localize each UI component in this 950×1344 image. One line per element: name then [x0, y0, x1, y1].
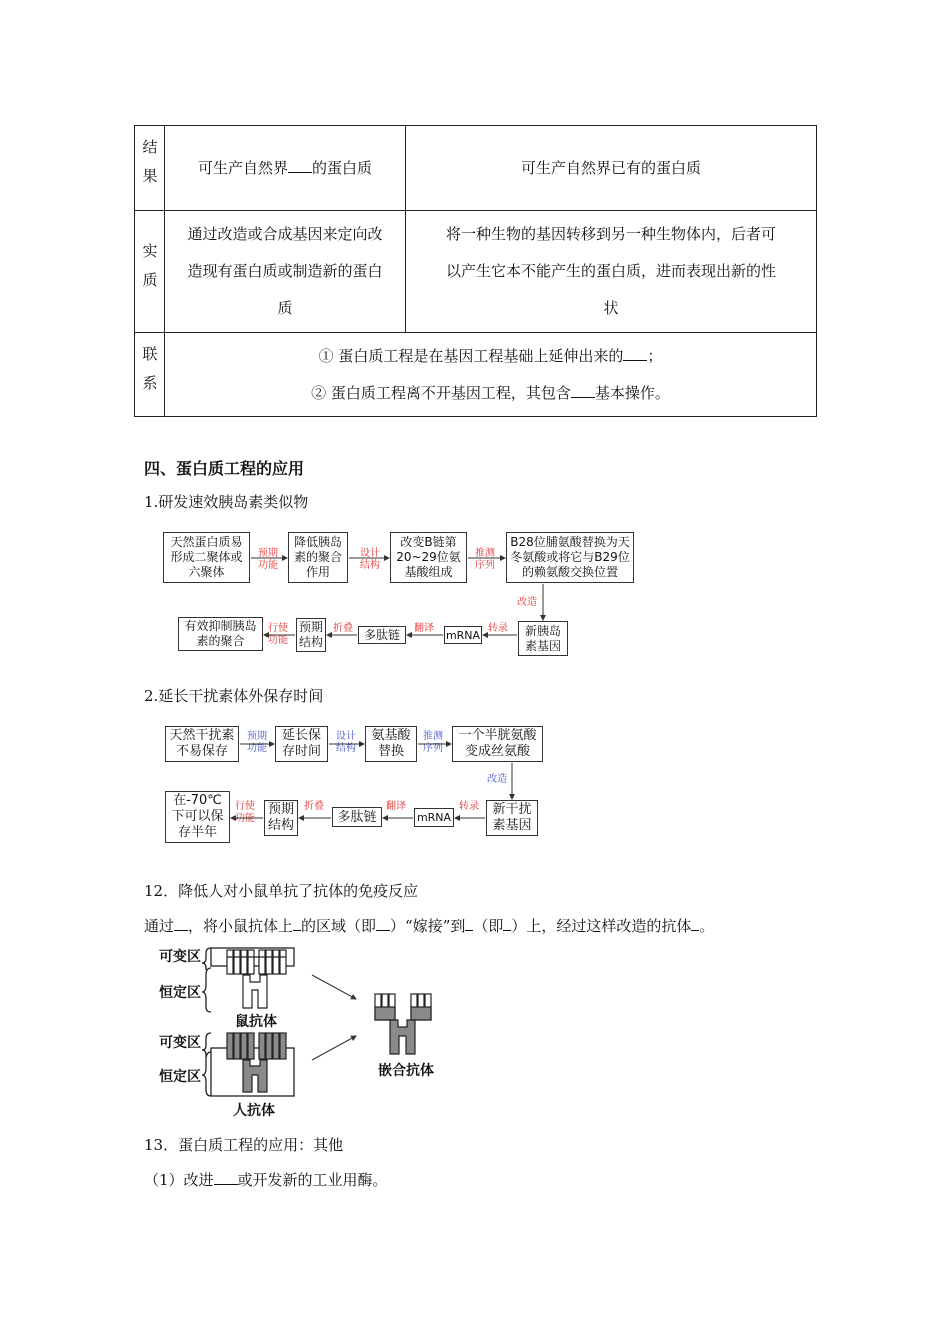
row-header-relation: 联系 [135, 333, 165, 417]
label-chimeric-antibody: 嵌合抗体 [378, 1063, 434, 1079]
flow2-label-act: 行使 功能 [235, 801, 255, 824]
item-2-title: 2.延长干扰素体外保存时间 [144, 687, 324, 705]
flow2-box-natural-interferon: 天然干扰素 不易保存 [165, 726, 239, 762]
section-title: 四、蛋白质工程的应用 [144, 459, 305, 478]
fill-blank[interactable] [571, 383, 595, 398]
flow2-box-extend-storage: 延长保 存时间 [275, 726, 328, 762]
table-row-result [135, 126, 817, 211]
human-constant-frame [211, 1048, 294, 1096]
fill-blank[interactable] [376, 916, 390, 931]
result-genetic-engineering: 可生产自然界已有的蛋白质 [406, 126, 817, 211]
flow1-box-change-b-chain: 改变B链第 20~29位氨 基酸组成 [390, 532, 467, 583]
label-mouse-antibody: 鼠抗体 [235, 1014, 277, 1030]
flow2-box-store-half-year: 在-70℃ 下可以保 存半年 [165, 791, 230, 843]
essence-genetic-engineering: 将一种生物的基因转移到另一种生物体内，后者可 以产生它本不能产生的蛋白质，进而表现出新的性 状 [406, 211, 817, 333]
arrow [312, 1036, 356, 1060]
flow1-box-inhibit-aggregation: 有效抑制胰岛 素的聚合 [178, 617, 263, 651]
flow2-box-polypeptide: 多肽链 [332, 807, 382, 827]
flow1-box-polypeptide: 多肽链 [358, 626, 406, 644]
comparison-table [134, 125, 817, 417]
human-antibody [227, 1033, 286, 1092]
flow2-label-modify: 改造 [487, 774, 507, 785]
brace [202, 1033, 211, 1057]
brace [202, 948, 211, 970]
flow2-label-predict: 预期 功能 [247, 731, 267, 754]
flow2-box-new-gene: 新干扰 素基因 [486, 800, 538, 836]
brace [202, 968, 211, 1012]
flow1-label-predict: 预期 功能 [258, 548, 278, 571]
flow1-box-b28-replace: B28位脯氨酸替换为天 冬氨酸或将它与B29位 的赖氨酸交换位置 [506, 532, 634, 583]
mouse-antibody [227, 950, 286, 1008]
label-constant-region: 恒定区 [159, 985, 201, 1001]
row-header-result: 结果 [135, 126, 165, 211]
flow1-box-reduce-aggregation: 降低胰岛 素的聚合 作用 [288, 532, 348, 583]
fill-blank[interactable] [293, 916, 301, 931]
item-12-question: 通过 ，将小鼠抗体上 的区域（即 ）“嫁接”到 （即 ）上，经过这样改造的抗体 。 [144, 917, 715, 935]
flow1-box-mrna: mRNA [444, 626, 482, 644]
flow2-label-infer: 推测 序列 [423, 731, 443, 754]
flow1-label-infer: 推测 序列 [475, 548, 495, 571]
fill-blank[interactable] [623, 346, 647, 361]
flow2-label-design: 设计 结构 [336, 731, 356, 754]
flow1-box-new-gene: 新胰岛 素基因 [518, 621, 568, 656]
label-human-antibody: 人抗体 [233, 1103, 275, 1119]
chimeric-antibody [375, 994, 431, 1054]
relation-cell: ① 蛋白质工程是在基因工程基础上延伸出来的 ； ② 蛋白质工程离不开基因工程，其包含 基本操作。 [165, 333, 817, 417]
flow1-label-fold: 折叠 [333, 623, 353, 634]
flow1-label-modify: 改造 [517, 597, 537, 608]
table-row-relation [135, 333, 817, 417]
label-variable-region: 可变区 [159, 949, 201, 965]
flow2-label-transcribe: 转录 [459, 801, 479, 812]
fill-blank[interactable] [288, 158, 312, 173]
flow1-box-natural-protein: 天然蛋白质易 形成二聚体或 六聚体 [163, 532, 250, 583]
item-12-title: 12．降低人对小鼠单抗了抗体的免疫反应 [144, 882, 419, 900]
essence-protein-engineering: 通过改造或合成基因来定向改 造现有蛋白质或制造新的蛋白 质 [165, 211, 406, 333]
arrow [312, 975, 356, 999]
item-13-1: （1）改进 或开发新的工业用酶。 [144, 1171, 388, 1189]
flow2-label-translate: 翻译 [386, 801, 406, 812]
label-constant-region-2: 恒定区 [159, 1069, 201, 1085]
item-13-title: 13．蛋白质工程的应用：其他 [144, 1136, 344, 1154]
flow1-box-expected-structure: 预期 结构 [296, 618, 326, 652]
fill-blank[interactable] [174, 916, 188, 931]
flow1-label-transcribe: 转录 [488, 623, 508, 634]
result-protein-engineering: 可生产自然界 的蛋白质 [165, 126, 406, 211]
flow1-label-design: 设计 结构 [360, 548, 380, 571]
flow1-label-act: 行使 功能 [268, 623, 288, 646]
brace [202, 1052, 211, 1096]
fill-blank[interactable] [214, 1170, 238, 1185]
flow2-label-fold: 折叠 [304, 801, 324, 812]
flow2-box-aa-replace: 氨基酸 替换 [365, 726, 417, 762]
row-header-essence: 实质 [135, 211, 165, 333]
flow1-label-translate: 翻译 [414, 623, 434, 634]
label-variable-region-2: 可变区 [159, 1035, 201, 1051]
flow2-box-cys-to-ser: 一个半胱氨酸 变成丝氨酸 [452, 726, 543, 762]
table-row-essence [135, 211, 817, 333]
mouse-variable-frame [211, 948, 294, 966]
flow2-box-mrna: mRNA [414, 808, 454, 827]
flow2-box-expected-structure: 预期 结构 [264, 800, 298, 836]
item-1-title: 1.研发速效胰岛素类似物 [144, 493, 309, 511]
